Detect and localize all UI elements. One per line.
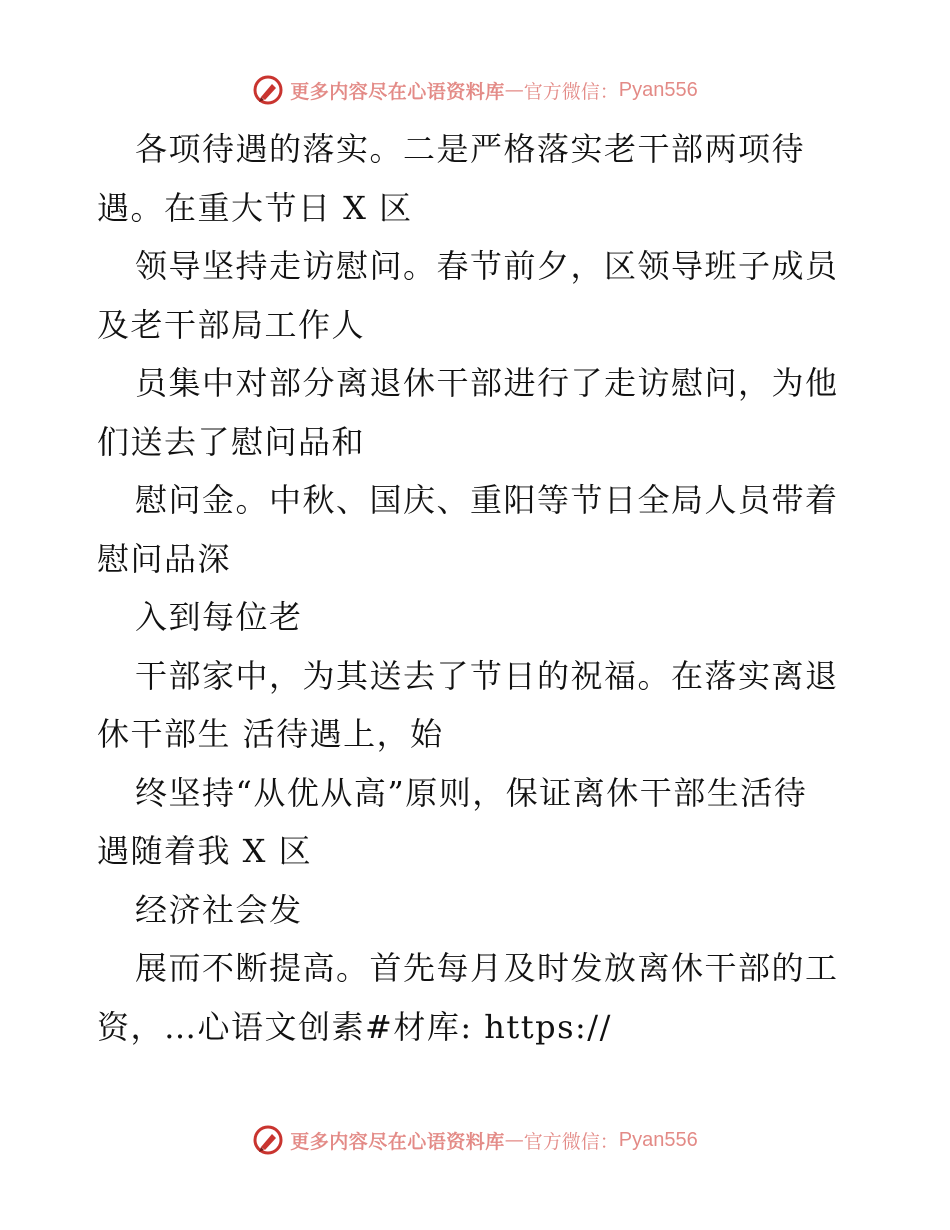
text-line: 及老干部局工作人 — [97, 305, 366, 344]
text-line: 休干部生 活待遇上，始 — [97, 715, 444, 753]
text-line: 入到每位老 — [135, 598, 303, 636]
text-line: 干部家中，为其送去了节日的祝福。在落实离退 — [135, 656, 839, 695]
banner-wechat-label: 官方微信： — [523, 1130, 619, 1153]
text-line: 们送去了慰问品和 — [97, 422, 366, 461]
banner-dash: — — [504, 79, 524, 101]
banner-wechat-id: Pyan556 — [618, 78, 698, 101]
text-line: 领导坚持走访慰问。春节前夕，区领导班子成员 — [135, 247, 839, 285]
text-line: 经济社会发 — [135, 890, 303, 929]
banner-wechat-label: 官方微信： — [523, 80, 619, 103]
banner-dash: — — [504, 1129, 524, 1151]
text-line: 遇。在重大节日 X 区 — [97, 188, 413, 227]
footer-banner — [0, 1120, 950, 1160]
banner-slogan: 更多内容尽在心语资料库 — [290, 1130, 505, 1153]
text-line: 慰问金。中秋、国庆、重阳等节日全局人员带着 — [135, 481, 839, 519]
text-line: 各项待遇的落实。二是严格落实老干部两项待 — [135, 130, 806, 168]
pen-logo-icon — [252, 74, 284, 106]
banner-slogan: 更多内容尽在心语资料库 — [290, 80, 505, 103]
document-body — [97, 120, 857, 1056]
header-banner — [0, 70, 950, 110]
pen-logo-icon — [252, 1124, 284, 1156]
text-line: 慰问品深 — [97, 539, 232, 578]
text-line: 展而不断提高。首先每月及时发放离休干部的工 — [135, 949, 839, 987]
text-line: 终坚持“从优从高”原则，保证离休干部生活待 — [135, 773, 808, 812]
text-line: 员集中对部分离退休干部进行了走访慰问，为他 — [135, 364, 839, 402]
text-line: 遇随着我 X 区 — [97, 832, 313, 870]
banner-wechat-id: Pyan556 — [618, 1128, 698, 1151]
text-line: 资，…心语文创素#材库: https:// — [97, 1007, 612, 1046]
